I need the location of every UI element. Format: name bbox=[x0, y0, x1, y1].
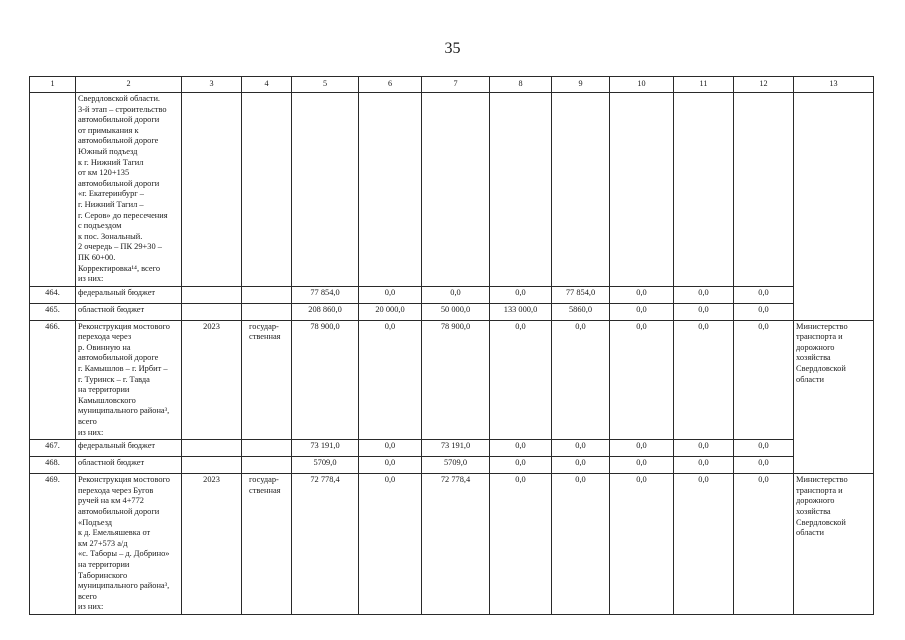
amount-9 bbox=[552, 93, 610, 287]
responsible-ministry bbox=[794, 93, 874, 321]
column-header-12: 12 bbox=[734, 77, 794, 93]
item-name: Свердловской области. 3-й этап – строительство автомобильной дороги от примыкания к автомобильной дороге Южный подъезд к г. Нижний Тагил от км 120+135 автомобильной дороги «г. Екатеринбург – г. Нижний Тагил – г. Серов» до пересечения с подъездом к пос. Зональный. 2 очередь – ПК 29+30 – ПК 60+00. Корректировка¹⁴, всего из них: bbox=[76, 93, 182, 287]
table-row-budget bbox=[30, 286, 874, 303]
amount-6: 0,0 bbox=[359, 474, 422, 615]
table-row-project bbox=[30, 93, 874, 287]
column-header-13: 13 bbox=[794, 77, 874, 93]
amount-9: 0,0 bbox=[552, 457, 610, 474]
responsible-ministry: Министерство транспорта и дорожного хозяйства Свердловской области bbox=[794, 474, 874, 615]
amount-7: 0,0 bbox=[422, 286, 490, 303]
ownership-type bbox=[242, 93, 292, 287]
amount-5: 73 191,0 bbox=[292, 440, 359, 457]
page-number: 35 bbox=[444, 40, 461, 57]
column-header-10: 10 bbox=[610, 77, 674, 93]
row-number: 467. bbox=[30, 440, 76, 457]
empty-cell bbox=[242, 303, 292, 320]
amount-8: 0,0 bbox=[490, 440, 552, 457]
empty-cell bbox=[182, 286, 242, 303]
table-row-project bbox=[30, 320, 874, 440]
column-header-2: 2 bbox=[76, 77, 182, 93]
empty-cell bbox=[182, 303, 242, 320]
amount-12: 0,0 bbox=[734, 303, 794, 320]
amount-7: 50 000,0 bbox=[422, 303, 490, 320]
item-name: Реконструкция мостового перехода через Бугов ручей на км 4+772 автомобильной дороги «Подъезд к д. Емельяшевка от км 27+573 а/д «с. Таборы – д. Добрино» на территории Таборинского муниципального района³, всего из них: bbox=[76, 474, 182, 615]
amount-8: 0,0 bbox=[490, 474, 552, 615]
amount-10: 0,0 bbox=[610, 303, 674, 320]
column-header-11: 11 bbox=[674, 77, 734, 93]
amount-9: 0,0 bbox=[552, 440, 610, 457]
amount-6: 0,0 bbox=[359, 457, 422, 474]
table-row-budget bbox=[30, 457, 874, 474]
amount-11: 0,0 bbox=[674, 303, 734, 320]
amount-11: 0,0 bbox=[674, 320, 734, 440]
amount-11: 0,0 bbox=[674, 457, 734, 474]
amount-7: 72 778,4 bbox=[422, 474, 490, 615]
row-number: 464. bbox=[30, 286, 76, 303]
amount-11: 0,0 bbox=[674, 286, 734, 303]
column-header-9: 9 bbox=[552, 77, 610, 93]
amount-5 bbox=[292, 93, 359, 287]
column-header-6: 6 bbox=[359, 77, 422, 93]
column-header-1: 1 bbox=[30, 77, 76, 93]
empty-cell bbox=[242, 457, 292, 474]
column-header-7: 7 bbox=[422, 77, 490, 93]
amount-7: 78 900,0 bbox=[422, 320, 490, 440]
column-header-5: 5 bbox=[292, 77, 359, 93]
amount-12: 0,0 bbox=[734, 286, 794, 303]
table-row-budget bbox=[30, 303, 874, 320]
amount-6: 0,0 bbox=[359, 320, 422, 440]
amount-7: 73 191,0 bbox=[422, 440, 490, 457]
empty-cell bbox=[182, 440, 242, 457]
amount-8: 0,0 bbox=[490, 320, 552, 440]
table-row-budget bbox=[30, 440, 874, 457]
ownership-type: государ- ственная bbox=[242, 474, 292, 615]
amount-12: 0,0 bbox=[734, 320, 794, 440]
column-header-8: 8 bbox=[490, 77, 552, 93]
row-number: 468. bbox=[30, 457, 76, 474]
item-name: Реконструкция мостового перехода через р. Овинную на автомобильной дороге г. Камышлов – г. Ирбит – г. Туринск – г. Тавда на территории Камышловского муниципального района³, всего из них: bbox=[76, 320, 182, 440]
column-header-4: 4 bbox=[242, 77, 292, 93]
amount-12 bbox=[734, 93, 794, 287]
amount-5: 208 860,0 bbox=[292, 303, 359, 320]
amount-11: 0,0 bbox=[674, 474, 734, 615]
completion-year: 2023 bbox=[182, 474, 242, 615]
amount-6: 0,0 bbox=[359, 286, 422, 303]
completion-year bbox=[182, 93, 242, 287]
amount-12: 0,0 bbox=[734, 474, 794, 615]
row-number: 466. bbox=[30, 320, 76, 440]
ownership-type: государ- ственная bbox=[242, 320, 292, 440]
amount-9: 0,0 bbox=[552, 320, 610, 440]
column-number-row bbox=[30, 77, 874, 93]
investment-table bbox=[29, 76, 874, 615]
amount-9: 77 854,0 bbox=[552, 286, 610, 303]
amount-12: 0,0 bbox=[734, 440, 794, 457]
row-number: 465. bbox=[30, 303, 76, 320]
amount-7: 5709,0 bbox=[422, 457, 490, 474]
amount-9: 0,0 bbox=[552, 474, 610, 615]
amount-9: 5860,0 bbox=[552, 303, 610, 320]
amount-8: 0,0 bbox=[490, 457, 552, 474]
completion-year: 2023 bbox=[182, 320, 242, 440]
amount-8: 133 000,0 bbox=[490, 303, 552, 320]
amount-8: 0,0 bbox=[490, 286, 552, 303]
empty-cell bbox=[242, 440, 292, 457]
empty-cell bbox=[182, 457, 242, 474]
amount-5: 5709,0 bbox=[292, 457, 359, 474]
amount-12: 0,0 bbox=[734, 457, 794, 474]
amount-10: 0,0 bbox=[610, 320, 674, 440]
amount-6: 20 000,0 bbox=[359, 303, 422, 320]
amount-10: 0,0 bbox=[610, 286, 674, 303]
item-name: областной бюджет bbox=[76, 303, 182, 320]
amount-10: 0,0 bbox=[610, 457, 674, 474]
amount-10 bbox=[610, 93, 674, 287]
empty-cell bbox=[242, 286, 292, 303]
item-name: областной бюджет bbox=[76, 457, 182, 474]
amount-11: 0,0 bbox=[674, 440, 734, 457]
item-name: федеральный бюджет bbox=[76, 286, 182, 303]
amount-5: 78 900,0 bbox=[292, 320, 359, 440]
amount-5: 72 778,4 bbox=[292, 474, 359, 615]
amount-8 bbox=[490, 93, 552, 287]
amount-10: 0,0 bbox=[610, 440, 674, 457]
amount-6: 0,0 bbox=[359, 440, 422, 457]
column-header-3: 3 bbox=[182, 77, 242, 93]
row-number: 469. bbox=[30, 474, 76, 615]
amount-7 bbox=[422, 93, 490, 287]
amount-11 bbox=[674, 93, 734, 287]
amount-6 bbox=[359, 93, 422, 287]
amount-5: 77 854,0 bbox=[292, 286, 359, 303]
amount-10: 0,0 bbox=[610, 474, 674, 615]
responsible-ministry: Министерство транспорта и дорожного хозяйства Свердловской области bbox=[794, 320, 874, 474]
table-row-project bbox=[30, 474, 874, 615]
row-number bbox=[30, 93, 76, 287]
item-name: федеральный бюджет bbox=[76, 440, 182, 457]
